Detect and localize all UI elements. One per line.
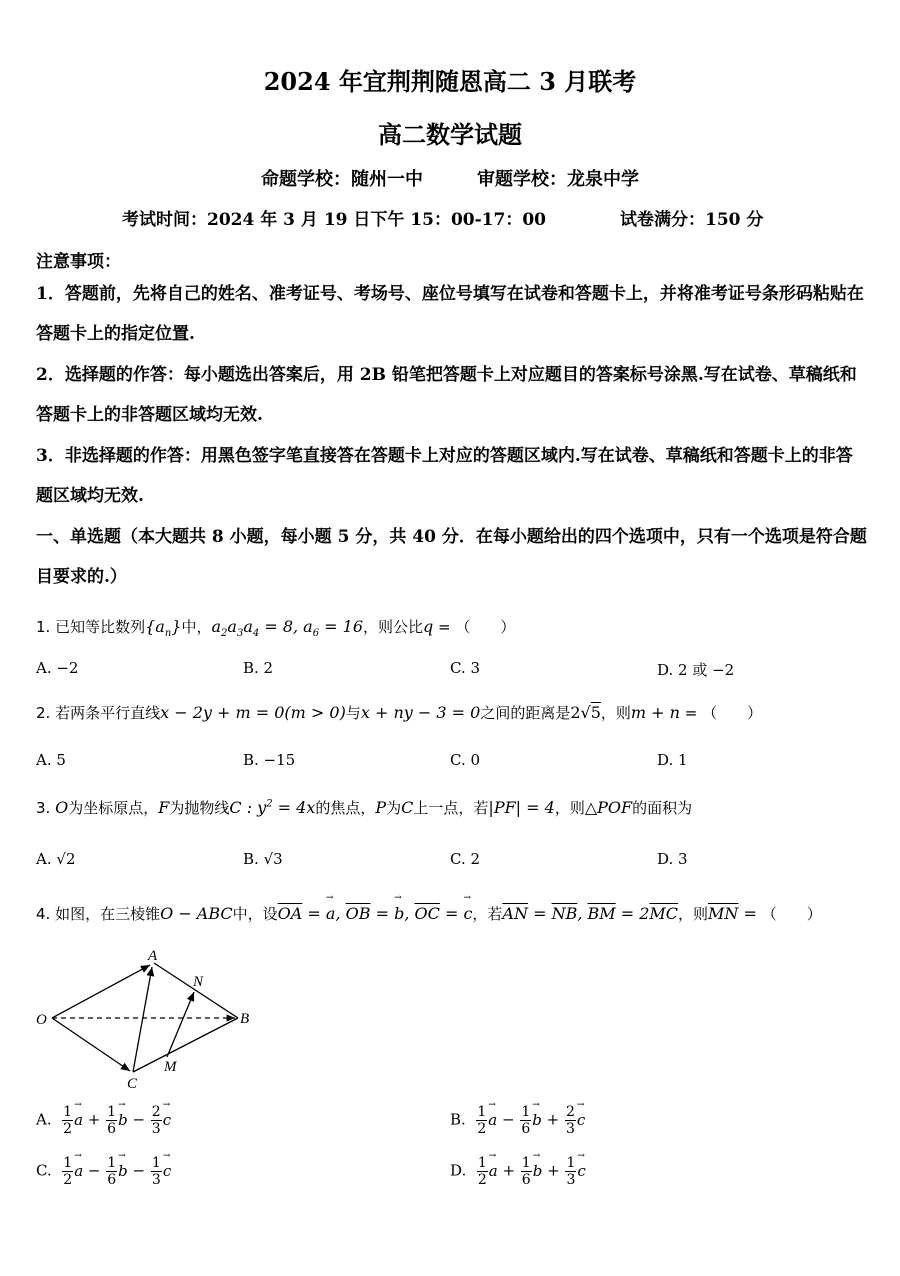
q4-option-a[interactable]: A. $\frac{1}{2}$ → a + $\frac{1}{6}$ → b − $\frac{2}{3}$ → c — [36, 1104, 171, 1137]
edge-oc — [52, 1018, 130, 1071]
edge-ca — [133, 967, 152, 1072]
note-item-2: 2．选择题的作答：每小题选出答案后，用 2B 铅笔把答题卡上对应题目的答案标号涂黑.写在试卷、草稿纸和答题卡上的非答题区域均无效. — [36, 365, 857, 425]
label-m: M — [164, 1059, 177, 1075]
q2-option-d[interactable]: D. 1 — [657, 751, 688, 769]
q2-option-c[interactable]: C. 0 — [450, 751, 481, 769]
exam-subtitle: 高二数学试题 — [378, 120, 522, 149]
q1-option-c[interactable]: C. 3 — [450, 659, 481, 677]
exam-time: 考试时间：2024 年 3 月 19 日下午 15：00-17：00 — [122, 210, 546, 230]
q4-option-d[interactable]: D. $\frac{1}{2}$ → a + $\frac{1}{6}$ → b + $\frac{1}{3}$ → c — [450, 1155, 586, 1188]
edge-ab — [154, 963, 238, 1018]
q4-option-c[interactable]: C. $\frac{1}{2}$ → a − $\frac{1}{6}$ → b − $\frac{1}{3}$ → c — [36, 1155, 171, 1188]
q1-option-d[interactable]: D. 2 或 −2 — [657, 661, 735, 679]
exam-title: 2024 年宜荆荆随恩高二 3 月联考 — [263, 67, 637, 96]
q1-option-a[interactable]: A. −2 — [36, 659, 79, 677]
question-1: 1. 已知等比数列$\{a_n\}$中，$a_2a_3a_4 = 8$, $a_6 = 16$，则公比q = （ ） — [36, 617, 516, 640]
note-item-1: 1．答题前，先将自己的姓名、准考证号、考场号、座位号填写在试卷和答题卡上，并将准考证号条形码粘贴在答题卡上的指定位置. — [36, 284, 864, 344]
question-3: 3. O为坐标原点，F为抛物线C : $y^2 = 4x$的焦点，P为C上一点，若|PF| = 4，则△POF的面积为 — [36, 798, 693, 817]
q2-option-a[interactable]: A. 5 — [36, 751, 66, 769]
tetrahedron-figure — [30, 945, 270, 1095]
q3-option-d[interactable]: D. 3 — [657, 850, 688, 868]
question-4: 4. 如图，在三棱锥O − ABC中，设$\overline{OA}$ = → a, $\overline{OB}$ = → b, $\overline{OC}$ = → c，若$\overline{AN} = \overline{NB}$, $\overline{BM} = 2\overline{MC}$，则$\overline{MN}$ = （ ） — [36, 903, 886, 924]
full-score: 试卷满分：150 分 — [620, 210, 764, 230]
question-2: 2. 若两条平行直线x − 2y + m = 0(m > 0)与x + ny − 3 = 0之间的距离是2√5，则m + n = （ ） — [36, 703, 763, 722]
edge-cb — [133, 1018, 238, 1072]
q1-option-b[interactable]: B. 2 — [243, 659, 274, 677]
label-n: N — [193, 974, 204, 990]
label-c: C — [127, 1076, 138, 1092]
q3-option-c[interactable]: C. 2 — [450, 850, 481, 868]
label-a: A — [148, 948, 158, 964]
note-item-3: 3．非选择题的作答：用黑色签字笔直接答在答题卡上对应的答题区域内.写在试卷、草稿纸和答题卡上的非答题区域均无效. — [36, 446, 853, 506]
section-heading: 一、单选题（本大题共 8 小题，每小题 5 分，共 40 分．在每小题给出的四个选项中，只有一个选项是符合题目要求的.） — [36, 527, 867, 587]
exam-schools: 命题学校：随州一中 审题学校：龙泉中学 — [261, 169, 639, 190]
q3-option-a[interactable]: A. √2 — [36, 850, 76, 868]
label-o: O — [36, 1012, 47, 1028]
notes-heading: 注意事项： — [36, 252, 121, 272]
edge-oa — [52, 965, 150, 1018]
q2-option-b[interactable]: B. −15 — [243, 751, 296, 769]
q4-option-b[interactable]: B. $\frac{1}{2}$ → a − $\frac{1}{6}$ → b + $\frac{2}{3}$ → c — [450, 1104, 585, 1137]
label-b: B — [240, 1011, 250, 1027]
q3-option-b[interactable]: B. √3 — [243, 850, 283, 868]
